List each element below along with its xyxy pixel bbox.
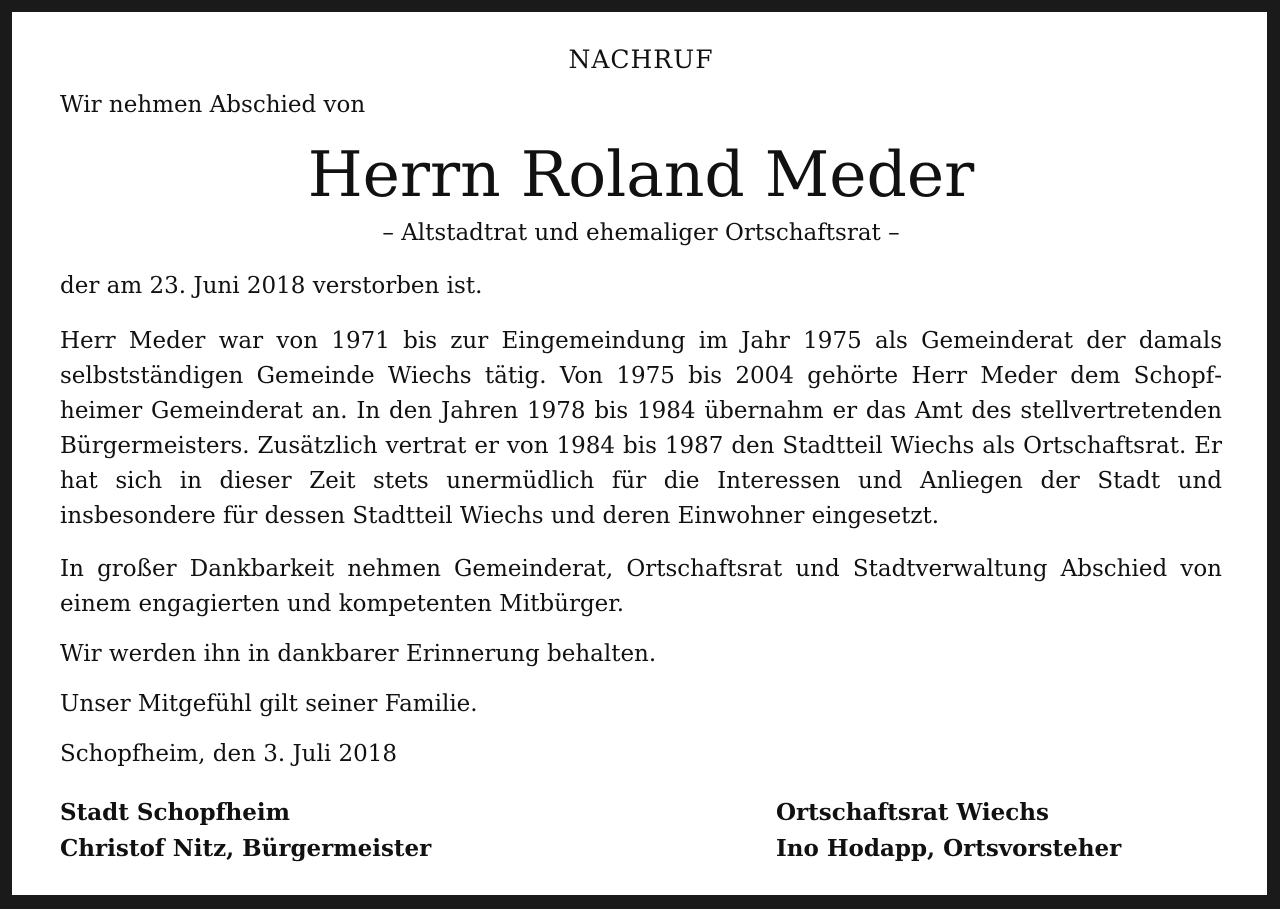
death-date-line: der am 23. Juni 2018 verstorben ist. xyxy=(60,273,483,299)
signature-block-right xyxy=(776,795,1121,867)
intro-line: Wir nehmen Abschied von xyxy=(60,92,366,118)
signature-person-left: Christof Nitz, Bürgermeister xyxy=(60,835,432,862)
remembrance-line: Wir werden ihn in dankbarer Erinnerung behalten. xyxy=(60,641,657,667)
obituary-page xyxy=(12,12,1267,895)
signature-org-left: Stadt Schopfheim xyxy=(60,799,290,826)
deceased-role: – Altstadtrat und ehemaliger Ortschaftsrat – xyxy=(382,220,900,246)
sympathy-line: Unser Mitgefühl gilt seiner Familie. xyxy=(60,691,478,717)
place-date-line: Schopfheim, den 3. Juli 2018 xyxy=(60,741,398,767)
biography-paragraph: Herr Meder war von 1971 bis zur Eingemeindung im Jahr 1975 als Gemeinderat der damals selbstständigen Gemeinde Wiechs tätig. Von 1975 bis 2004 gehörte Herr Meder dem Schopfheimer Gemeinderat an. In den Jahren 1978 bis 1984 übernahm er das Amt des stellvertretenden Bürgermeisters. Zusätzlich vertrat er von 1984 bis 1987 den Stadtteil Wiechs als Ortschaftsrat. Er hat sich in dieser Zeit stets unermüdlich für die Interessen und Anliegen der Stadt und insbesondere für dessen Stadtteil Wiechs und deren Einwohner eingesetzt. xyxy=(60,328,1222,529)
signature-org-right: Ortschaftsrat Wiechs xyxy=(776,799,1049,826)
gratitude-paragraph: In großer Dankbarkeit nehmen Gemeinderat, Ortschaftsrat und Stadtverwaltung Abschied von einem engagierten und kompetenten Mitbürger. xyxy=(60,556,1222,617)
deceased-name: Herrn Roland Meder xyxy=(307,138,975,211)
signature-person-right: Ino Hodapp, Ortsvorsteher xyxy=(776,835,1122,862)
signature-block-left xyxy=(60,795,431,867)
obituary-heading: NACHRUF xyxy=(568,45,714,74)
